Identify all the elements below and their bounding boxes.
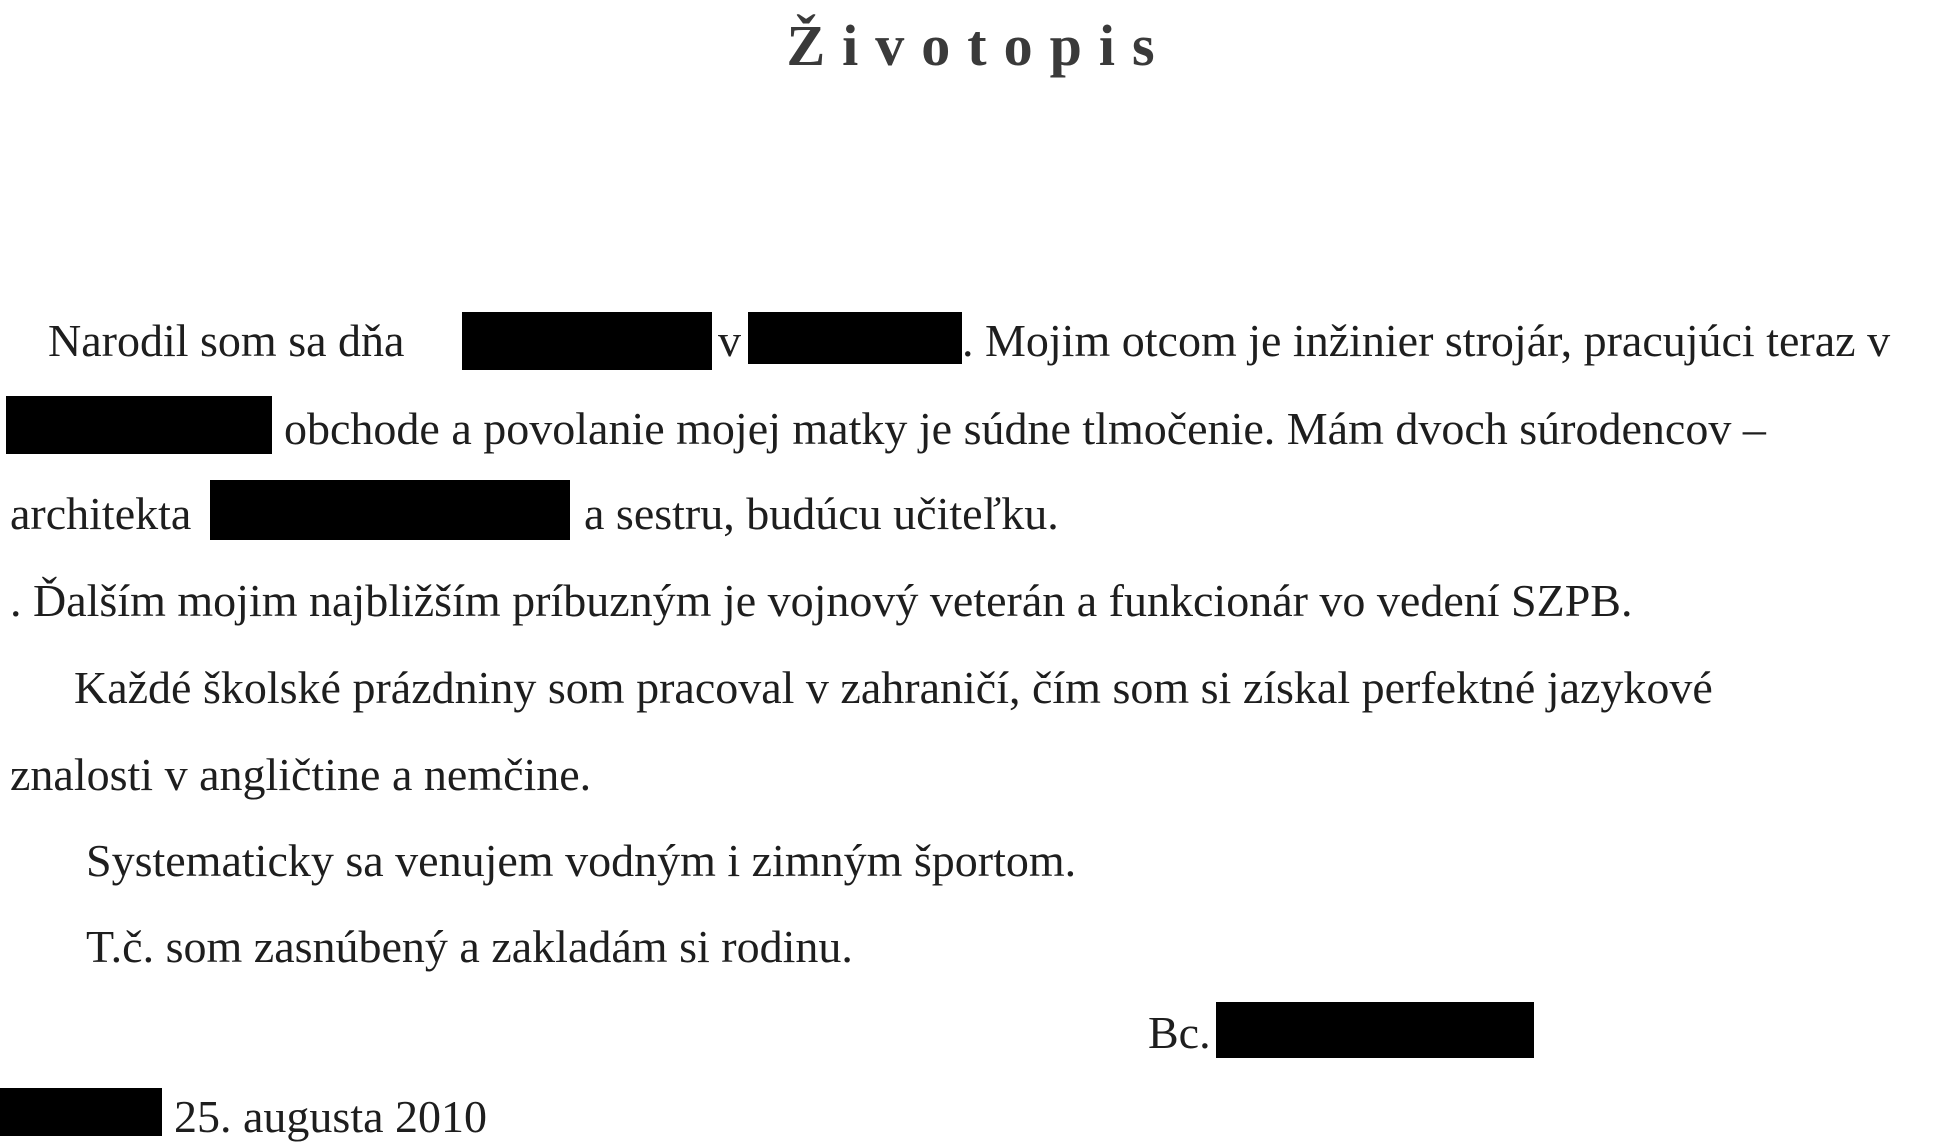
document-date: 25. augusta 2010 xyxy=(174,1091,488,1142)
redaction-block-signature-name xyxy=(1216,1002,1534,1058)
redaction-block-brother-name xyxy=(210,480,570,540)
paragraph-line-4: . Ďalším mojim najbližším príbuzným je vojnový veterán a funkcionár vo vedení SZPB. xyxy=(10,575,1633,626)
paragraph-line-2: obchode a povolanie mojej matky je súdne tlmočenie. Mám dvoch súrodencov – xyxy=(284,403,1766,454)
redaction-block-place xyxy=(0,1088,162,1136)
paragraph-line-3-part-2: a sestru, budúcu učiteľku. xyxy=(584,488,1059,539)
redaction-block-birth-place xyxy=(748,312,962,364)
paragraph-line-1-part-3: . Mojim otcom je inžinier strojár, pracujúci teraz v xyxy=(962,315,1891,366)
paragraph-line-8: T.č. som zasnúbený a zakladám si rodinu. xyxy=(86,921,853,972)
paragraph-line-6: znalosti v angličtine a nemčine. xyxy=(10,749,592,800)
signature-prefix: Bc. xyxy=(1148,1007,1211,1058)
paragraph-line-1-part-1: Narodil som sa dňa xyxy=(48,315,405,366)
paragraph-line-3-part-1: architekta xyxy=(10,488,192,539)
paragraph-line-5: Každé školské prázdniny som pracoval v zahraničí, čím som si získal perfektné jazykové xyxy=(74,662,1713,713)
paragraph-line-1-part-2: v xyxy=(718,315,741,366)
document-title: Životopis xyxy=(786,13,1172,78)
redaction-block-birth-date xyxy=(462,312,712,370)
redaction-block-company xyxy=(6,396,272,454)
paragraph-line-7: Systematicky sa venujem vodným i zimným športom. xyxy=(86,835,1077,886)
